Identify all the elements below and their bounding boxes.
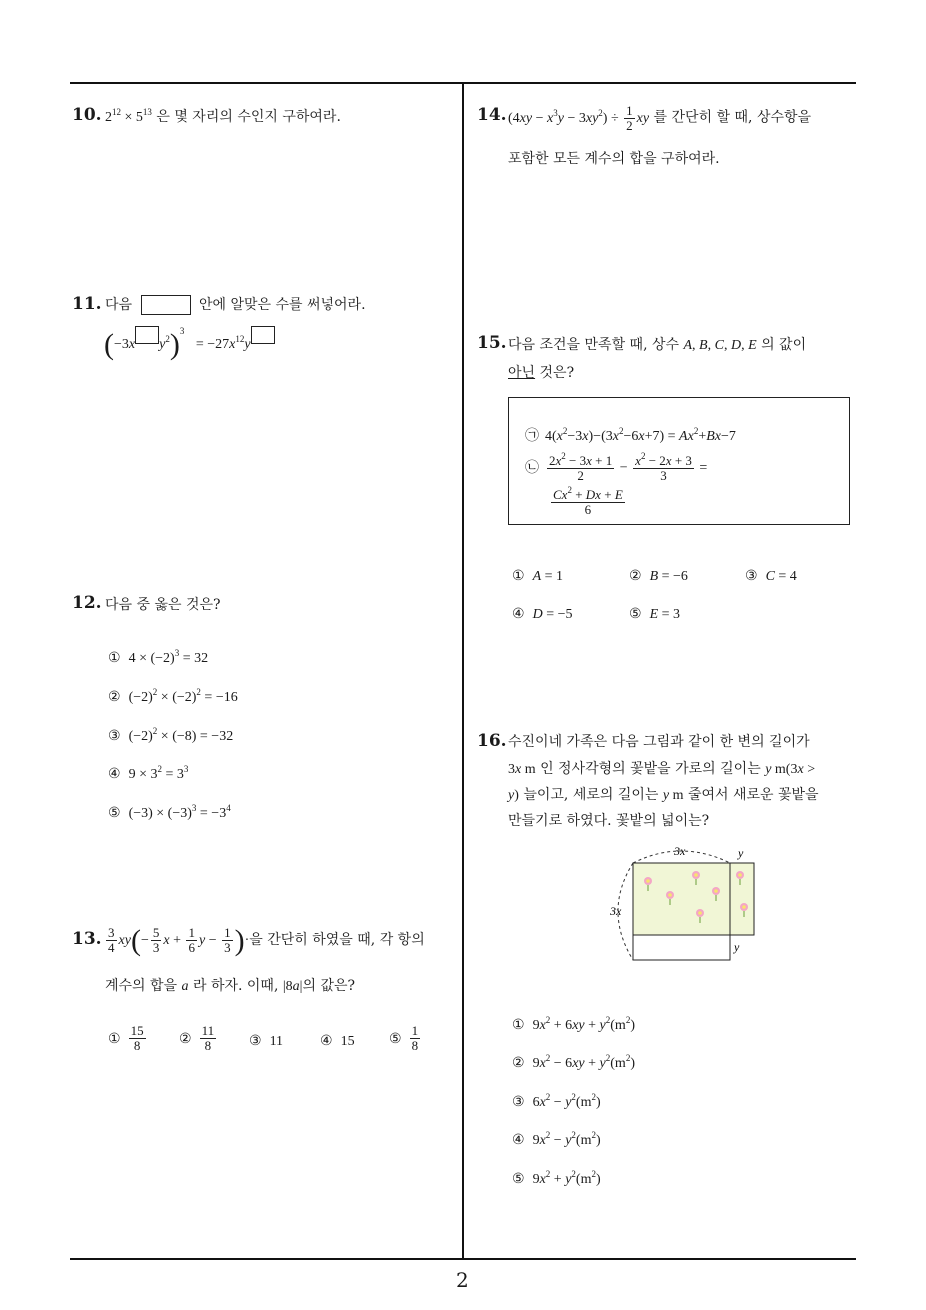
garden-diagram bbox=[608, 843, 766, 968]
option-mark: ② bbox=[108, 689, 121, 705]
garden-original-area bbox=[633, 863, 730, 935]
question-text: 다음 조건을 만족할 때, 상수 A, B, C, D, E 의 값이 bbox=[508, 337, 807, 353]
option-5[interactable]: ⑤ $9x^2 + y^2(m^2)$ bbox=[512, 1169, 601, 1187]
condition-b: ㉡ $\frac{2x^2 - 3x + 1}{2}$ − $\frac{x^2 - 2x + 3}{3}$ = bbox=[525, 451, 708, 483]
option-4[interactable]: ④ 15 bbox=[320, 1033, 355, 1049]
garden-removed-strip bbox=[633, 935, 730, 960]
option-4[interactable]: ④ D = −5 bbox=[512, 606, 573, 622]
option-mark: ② bbox=[629, 568, 642, 584]
option-2[interactable]: ② B = −6 bbox=[629, 568, 688, 584]
column-divider bbox=[462, 82, 464, 1260]
option-mark: ⑤ bbox=[512, 1171, 525, 1187]
option-1[interactable]: ① $4 \times (-2)^3 = 32$ bbox=[108, 648, 209, 666]
question-text: $2^{12} \times 5^{13}$ 은 몇 자리의 수인지 구하여라. bbox=[105, 107, 341, 125]
math-expression: $\frac{3}{4}$ xy(− $\frac{5}{3}$ x + $\frac{1}{6}$ y − $\frac{1}{3}$ )· bbox=[108, 924, 250, 957]
label-right-y: y bbox=[734, 940, 740, 954]
option-mark: ② bbox=[512, 1055, 525, 1071]
page-number: 2 bbox=[456, 1268, 469, 1292]
question-number: 11. bbox=[72, 294, 102, 314]
option-mark: ⑤ bbox=[108, 805, 121, 821]
option-3[interactable]: ③ $(-2)^2 \times (-8) = -32$ bbox=[108, 726, 234, 744]
question-text-line2: 3x m 인 정사각형의 꽃밭을 가로의 길이는 y m(3x > bbox=[508, 761, 816, 777]
math-expression: (−3x $y^2)^3 = -27x^{12}y$ bbox=[104, 326, 275, 362]
label-left-3x: 3x bbox=[610, 904, 622, 918]
option-3[interactable]: ③ $6x^2 - y^2(m^2)$ bbox=[512, 1092, 601, 1110]
option-1[interactable]: ① A = 1 bbox=[512, 568, 564, 584]
label-top-y: y bbox=[738, 846, 744, 860]
option-mark: ⑤ bbox=[629, 606, 642, 622]
option-3[interactable]: ③ C = 4 bbox=[745, 568, 797, 584]
option-4[interactable]: ④ $9x^2 - y^2(m^2)$ bbox=[512, 1130, 601, 1148]
question-text: 다음 안에 알맞은 수를 써넣어라. bbox=[105, 297, 366, 313]
math-expression: $(4xy - x^3y - 3xy^2)$ ÷ $\frac{1}{2}$ xy bbox=[508, 103, 650, 133]
option-5[interactable]: ⑤ $\frac{1}{8}$ bbox=[389, 1023, 419, 1053]
question-text-line2: 아닌 것은? bbox=[508, 365, 575, 381]
question-number: 12. bbox=[72, 593, 102, 613]
answer-blank-box bbox=[135, 326, 159, 344]
question-number: 16. bbox=[477, 731, 507, 751]
question-number: 10. bbox=[72, 105, 102, 125]
condition-mark: ㉠ bbox=[525, 429, 539, 444]
option-mark: ③ bbox=[108, 728, 121, 744]
option-1[interactable]: ① $\frac{15}{8}$ bbox=[108, 1023, 144, 1053]
option-mark: ④ bbox=[320, 1033, 333, 1049]
option-mark: ④ bbox=[108, 766, 121, 782]
question-number: 13. bbox=[72, 929, 102, 949]
option-5[interactable]: ⑤ $(-3) \times (-3)^3 = -3^4$ bbox=[108, 803, 231, 821]
option-2[interactable]: ② $(-2)^2 \times (-2)^2 = -16$ bbox=[108, 687, 238, 705]
question-text-line2: 포함한 모든 계수의 합을 구하여라. bbox=[508, 151, 720, 167]
option-mark: ④ bbox=[512, 606, 525, 622]
question-text-line2: 계수의 합을 a 라 하자. 이때, |8a|의 값은? bbox=[105, 978, 356, 994]
conditions-box bbox=[508, 397, 850, 525]
option-mark: ③ bbox=[512, 1094, 525, 1110]
option-mark: ① bbox=[108, 650, 121, 666]
option-mark: ④ bbox=[512, 1132, 525, 1148]
option-5[interactable]: ⑤ E = 3 bbox=[629, 606, 681, 622]
math-expression: $2^{12} \times 5^{13}$ bbox=[105, 107, 152, 125]
answer-blank-box bbox=[251, 326, 275, 344]
option-mark: ① bbox=[512, 1017, 525, 1033]
option-1[interactable]: ① $9x^2 + 6xy + y^2(m^2)$ bbox=[512, 1015, 635, 1033]
option-2[interactable]: ② $9x^2 - 6xy + y^2(m^2)$ bbox=[512, 1053, 635, 1071]
option-mark: ① bbox=[108, 1030, 121, 1047]
condition-a: ㉠ $4(x^2-3x)-(3x^2-6x+7) = Ax^2+Bx-7$ bbox=[525, 426, 736, 444]
question-text-line3: y) 늘이고, 세로의 길이는 y m 줄여서 새로운 꽃밭을 bbox=[508, 787, 819, 803]
option-3[interactable]: ③ 11 bbox=[249, 1033, 284, 1049]
option-mark: ③ bbox=[249, 1033, 262, 1049]
question-text: 다음 중 옳은 것은? bbox=[105, 597, 221, 613]
question-number: 15. bbox=[477, 333, 507, 353]
condition-mark: ㉡ bbox=[525, 460, 539, 476]
question-text: $(4xy - x^3y - 3xy^2)$ ÷ $\frac{1}{2}$ xy 를 간단히 할 때, 상수항을 bbox=[508, 103, 812, 133]
option-mark: ⑤ bbox=[389, 1030, 402, 1047]
option-mark: ② bbox=[179, 1030, 192, 1047]
question-text-line4: 만들기로 하였다. 꽃밭의 넓이는? bbox=[508, 813, 710, 829]
option-mark: ① bbox=[512, 568, 525, 584]
option-4[interactable]: ④ $9 \times 3^2 = 3^3$ bbox=[108, 764, 189, 782]
question-number: 14. bbox=[477, 105, 507, 125]
option-mark: ③ bbox=[745, 568, 758, 584]
condition-b-rhs: $\frac{Cx^2 + Dx + E}{6}$ bbox=[553, 485, 623, 517]
label-top-3x: 3x bbox=[674, 844, 686, 858]
option-2[interactable]: ② $\frac{11}{8}$ bbox=[179, 1023, 215, 1053]
answer-blank-box bbox=[141, 295, 191, 315]
question-text-line1: 수진이네 가족은 다음 그림과 같이 한 변의 길이가 bbox=[508, 734, 810, 750]
question-text: $\frac{3}{4}$ xy(− $\frac{5}{3}$ x + $\frac{1}{6}$ y − $\frac{1}{3}$ )·을 간단히 하였을 때, 각 항의 bbox=[104, 924, 425, 958]
